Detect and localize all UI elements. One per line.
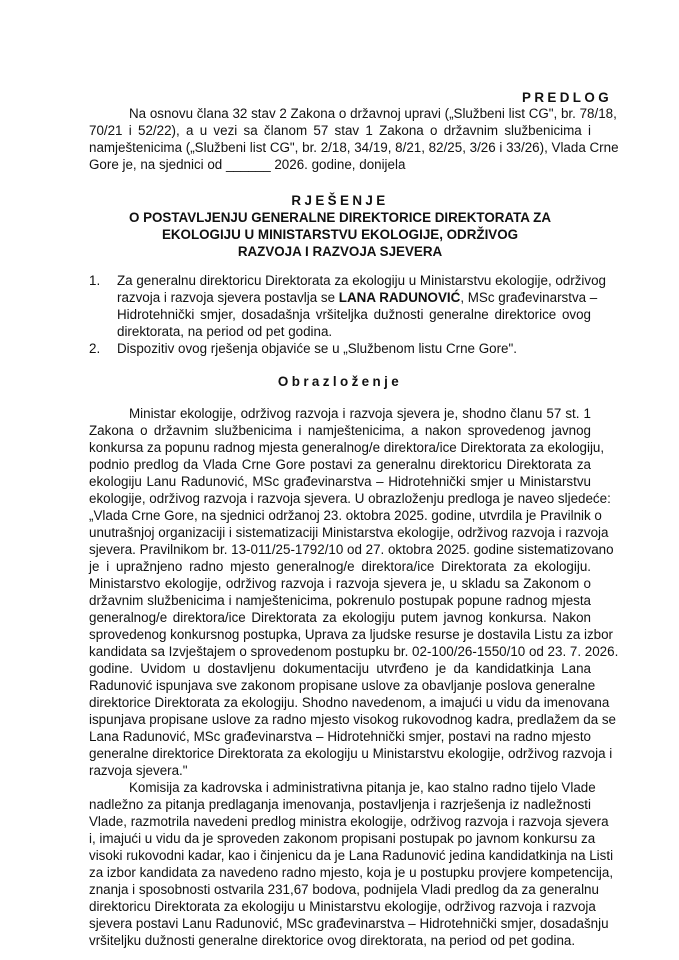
item-line: Za generalnu direktoricu Direktorata za ekologiju u Ministarstvu ekologije, održivog [117,273,607,288]
paragraph-line: Ministar ekologije, održivog razvoja i razvoja sjevera je, shodno članu 57 st. 1 [129,406,591,421]
paragraph-line: Komisija za kadrovska i administrativna pitanja je, kao stalno radno tijelo Vlade [129,780,596,795]
item-line: Dispozitiv ovog rješenja objaviće se u „Službenom listu Crne Gore". [117,341,517,356]
paragraph-line: direktoricu Direktorata za ekologiju u Ministarstvu ekologije, održivog razvoja i razvoja [89,899,596,914]
paragraph-line: državnim službenicima i namještenicima, pokrenulo postupak popune radnog mjesta [89,593,591,608]
paragraph-line: sprovedenog konkursnog postupka, Uprava za ljudske resurse je dostavila Listu za izbor [89,627,614,642]
item-line: direktorata, na period od pet godina. [117,324,333,339]
paragraph-line: razvoja sjevera." [89,763,188,778]
paragraph-line: godine. Uvidom u dostavljenu dokumentaciju utvrđeno je da kandidatkinja Lana [89,661,591,676]
paragraph-line: generalnog/e direktora/ice Direktorata za ekologiju putem javnog konkursa. Nakon [89,610,591,625]
preamble-line: 70/21 i 52/22), a u vezi sa članom 57 stav 1 Zakona o državnim službenicima i [89,123,591,138]
decision-subtitle-line: RAZVOJA I RAZVOJA SJEVERA [237,244,443,259]
reasoning-heading: Obrazloženje [277,374,403,389]
item-text: razvoja i razvoja sjevera postavlja se [117,290,339,305]
item-line: Hidrotehnički smjer, dosadašnja vršiteljka dužnosti generalne direktorice ovog [117,307,591,322]
paragraph-line: sjevera postavi Lanu Radunović, MSc građevinarstva – Hidrotehnički smjer, dosadašnju [89,916,609,931]
paragraph-line: je i upražnjeno radno mjesto generalnog/e direktora/ice Direktorata za ekologiju. [89,559,591,574]
paragraph-line: vršiteljku dužnosti generalne direktorice ovog direktorata, na period od pet godina. [89,933,576,948]
paragraph-line: generalne direktorice Direktorata za ekologiju u Ministarstvu ekologije, održivog razvoja i [89,746,613,761]
item-line [117,290,598,306]
paragraph-line: ekologiju Lanu Radunović, MSc građevinarstva – Hidrotehnički smjer u Ministarstvu [89,474,591,489]
paragraph-line: nadležno za pitanja predlaganja imenovanja, postavljenja i razrješenja iz nadležnosti [89,797,591,812]
paragraph-line: za izbor kandidata za navedeno radno mjesto, koja je u postupku provjere kompetencija, [89,865,614,880]
paragraph-line: Ministarstvo ekologije, održivog razvoja i razvoja sjevera je, u skladu sa Zakonom o [89,576,591,591]
paragraph-line: i, imajući u vidu da je sproveden zakonom propisani postupak po javnom konkursu za [89,831,596,846]
paragraph-line: znanja i sposobnosti ostvarila 231,67 bodova, podnijela Vladi predlog da za generalnu [89,882,599,897]
preamble-line: namještenicima („Službeni list CG", br. 2/18, 34/19, 8/21, 82/25, 3/26 i 33/26), Vlada Crne [89,140,619,155]
preamble-line: Na osnovu člana 32 stav 2 Zakona o državnoj upravi („Službeni list CG", br. 78/18, [129,106,617,121]
appointee-name: LANA RADUNOVIĆ [338,290,461,305]
paragraph-line: kandidata sa Izvještajem o sprovedenom postupku br. 02-100/26-1550/10 od 23. 7. 2026. [89,644,619,659]
item-text: , MSc građevinarstva – [460,290,598,305]
paragraph-line: „Vlada Crne Gore, na sjednici održanoj 23. oktobra 2025. godine, utvrdila je Pravilnik o [89,508,602,523]
paragraph-line: podnio predlog da Vlada Crne Gore postavi za generalnu direktoricu Direktorata za [89,457,591,472]
paragraph-line: ispunjava propisane uslove za radno mjesto visokog rukovodnog kadra, predlažem da se [89,712,617,727]
preamble-line: Gore je, na sjednici od ______ 2026. godine, donijela [89,157,406,172]
paragraph-line: sjevera. Pravilnikom br. 13-011/25-1792/10 od 27. oktobra 2025. godine sistematizovano [89,542,614,557]
paragraph-line: Vlade, razmotrila navedeni predlog ministra ekologije, održivog razvoja i razvoja sjevera [89,814,609,829]
decision-subtitle-line: O POSTAVLJENJU GENERALNE DIREKTORICE DIREKTORATA ZA [128,210,552,225]
decision-heading: RJEŠENJE [291,193,389,208]
proposal-label: PREDLOG [522,90,613,105]
paragraph-line: Lana Radunović, MSc građevinarstva – Hidrotehnički smjer, postavi na radno mjesto [89,729,591,744]
paragraph-line: ekologije, održivog razvoja i razvoja sjevera. U obrazloženju predloga je naveo sljedeće: [89,491,611,506]
paragraph-line: konkursa za popunu radnog mjesta generalnog/e direktora/ice Direktorata za ekologiju, [89,440,605,455]
paragraph-line: Zakona o državnim službenicima i namještenicima, a nakon sprovedenog javnog [89,423,591,438]
paragraph-line: unutrašnjoj organizaciji i sistematizaciji Ministarstva ekologije, održivog razvoja i razvoja [89,525,609,540]
item-number: 2. [89,341,101,356]
paragraph-line: visoki rukovodni kadar, kao i činjenicu da je Lana Radunović jedina kandidatkinja na Listi [89,848,614,863]
decision-subtitle-line: EKOLOGIJU U MINISTARSTVU EKOLOGIJE, ODRŽIVOG [161,227,519,242]
paragraph-line: direktorice Direktorata za ekologiju. Shodno navedenom, a imajući u vidu da imenovana [89,695,610,710]
item-number: 1. [89,273,101,288]
paragraph-line: Radunović ispunjava sve zakonom propisane uslove za obavljanje poslova generalne [89,678,596,693]
